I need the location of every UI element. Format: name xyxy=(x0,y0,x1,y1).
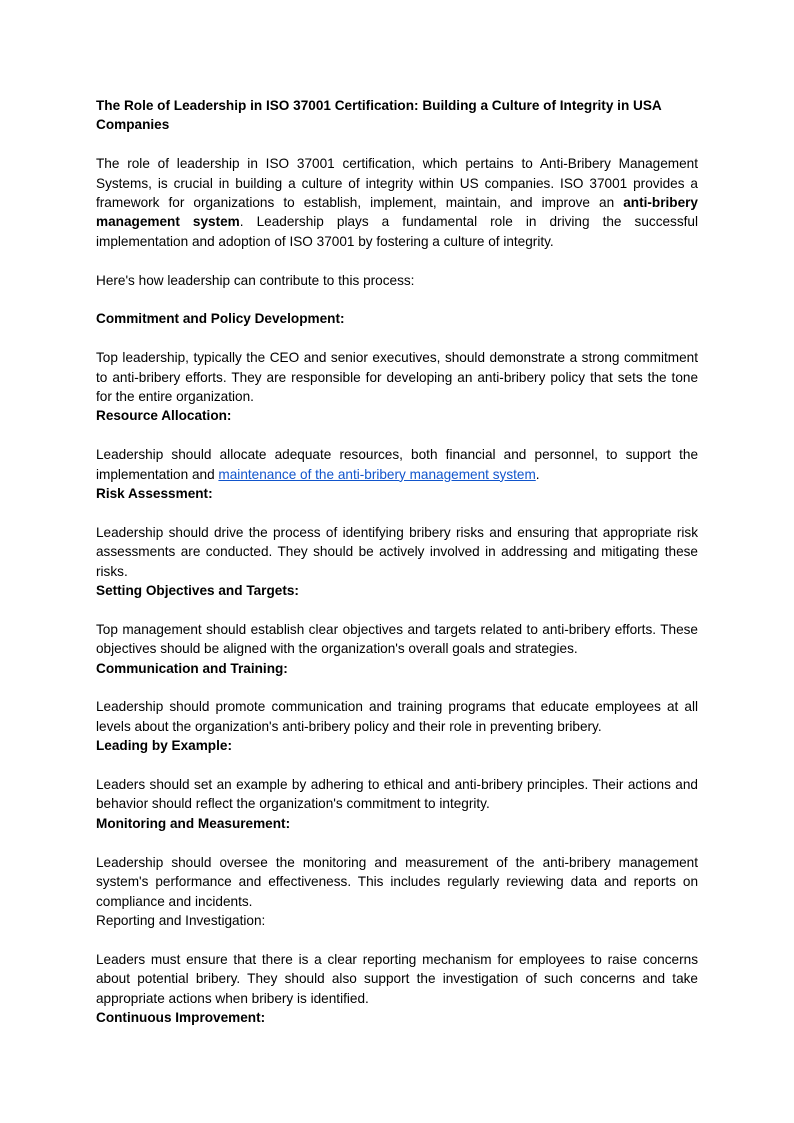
lead-in-text: Here's how leadership can contribute to this process: xyxy=(96,272,415,288)
section-heading-improvement: Continuous Improvement: xyxy=(96,1009,266,1025)
section-heading-reporting: Reporting and Investigation: xyxy=(96,912,266,928)
section-body-monitoring: Leadership should oversee the monitoring and measurement of the anti-bribery management system's performance and effectiveness. This includes regularly reviewing data and reports on compliance and incidents. xyxy=(96,854,698,909)
section-body-reporting: Leaders must ensure that there is a clear reporting mechanism for employees to raise concerns about potential bribery. They should also support the investigation of such concerns and take appropriate actions when bribery is identified. xyxy=(96,951,698,1006)
maintenance-link[interactable]: maintenance of the anti-bribery management system xyxy=(218,466,536,482)
section-heading-objectives: Setting Objectives and Targets: xyxy=(96,583,299,599)
section-body-commitment: Top leadership, typically the CEO and senior executives, should demonstrate a strong commitment to anti-bribery efforts. They are responsible for developing an anti-bribery policy that sets the tone for the entire organization. xyxy=(96,350,698,405)
section-heading-example: Leading by Example: xyxy=(96,738,232,754)
section-body-communication: Leadership should promote communication and training programs that educate employees at all levels about the organization's anti-bribery policy and their role in preventing bribery. xyxy=(96,699,698,734)
intro-bold-term: anti-bribery management system xyxy=(96,195,698,230)
document-title: The Role of Leadership in ISO 37001 Certification: Building a Culture of Integrity in USA Companies xyxy=(96,98,662,133)
section-heading-resource: Resource Allocation: xyxy=(96,408,232,424)
section-body-objectives: Top management should establish clear objectives and targets related to anti-bribery efforts. These objectives should be aligned with the organization's overall goals and strategies. xyxy=(96,621,698,657)
section-body-example: Leaders should set an example by adhering to ethical and anti-bribery principles. Their actions and behavior should reflect the organization's commitment to integrity. xyxy=(96,777,698,812)
section-heading-commitment: Commitment and Policy Development: xyxy=(96,311,345,327)
section-body-resource xyxy=(96,445,698,484)
intro-text: The role of leadership in ISO 37001 certification, which pertains to Anti-Bribery Management Systems, is crucial in building a culture of integrity within US companies. ISO 37001 provides a framework for organizations to establish, implement, maintain, and improve an xyxy=(96,156,698,211)
section-body-risk: Leadership should drive the process of identifying bribery risks and ensuring that appropriate risk assessments are conducted. They should be actively involved in addressing and mitigating these risks. xyxy=(96,524,698,579)
resource-text: Leadership should allocate adequate resources, both financial and personnel, to support the implementation and xyxy=(96,447,698,482)
document-page xyxy=(96,96,698,1027)
resource-text-end: . xyxy=(535,466,540,482)
section-heading-communication: Communication and Training: xyxy=(96,660,288,676)
section-heading-monitoring: Monitoring and Measurement: xyxy=(96,815,291,831)
intro-text-end: . Leadership plays a fundamental role in driving the successful implementation and adoption of ISO 37001 by fostering a culture of integrity. xyxy=(96,214,698,249)
section-heading-risk: Risk Assessment: xyxy=(96,486,213,502)
intro-paragraph xyxy=(96,154,698,251)
